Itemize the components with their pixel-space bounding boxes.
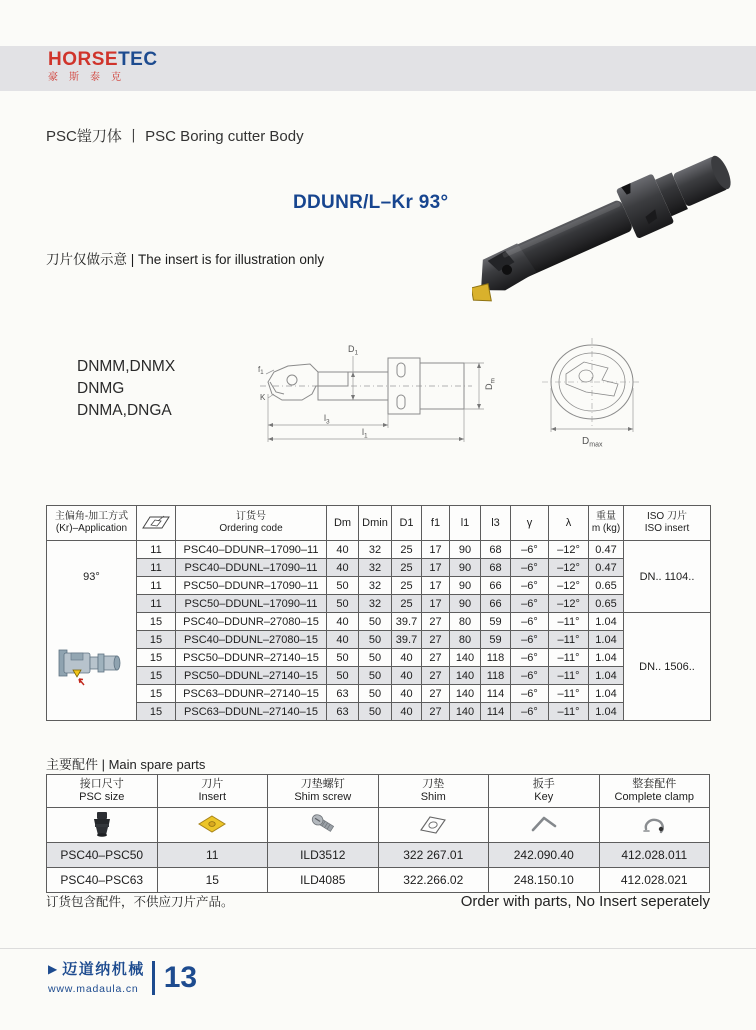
value-cell: 0.47 [589,559,624,577]
logo-text-red: HORSE [48,49,119,70]
value-cell: 0.65 [589,595,624,613]
ordering-code: PSC50–DDUNR–27140–15 [176,649,327,667]
footer-triangle-icon: ▶ [48,961,58,976]
logo-wordmark [48,50,158,70]
product-title: DDUNR/L–Kr 93° [293,192,449,213]
value-cell: 68 [481,559,511,577]
value-cell: 50 [359,613,392,631]
spare-parts-title: 主要配件 | Main spare parts [46,757,206,772]
value-cell: –6° [511,577,549,595]
value-cell: 63 [327,685,359,703]
ordering-code: PSC40–DDUNR–27080–15 [176,613,327,631]
value-cell: 15 [137,667,176,685]
value-cell: –6° [511,541,549,559]
value-cell: 27 [422,703,450,721]
value-cell: 50 [359,649,392,667]
value-cell: 50 [327,595,359,613]
insert-size-header [137,506,176,541]
value-cell: 66 [481,577,511,595]
shim-icon [416,812,450,836]
value-cell: 32 [359,541,392,559]
spare-parts-table [46,774,710,893]
logo-text-blue: TEC [118,49,158,70]
value-cell: 118 [481,667,511,685]
spare-header-insert: 刀片 Insert [157,775,268,808]
spare-value-cell: 412.028.011 [599,843,710,868]
value-cell: 59 [481,613,511,631]
order-note-zh: 订货包含配件，不供应刀片产品。 [46,895,234,909]
illustration-note: 刀片仅做示意 | The insert is for illustration only [46,252,325,267]
iso-insert-header: ISO 刀片 ISO insert [624,506,711,541]
value-cell: 25 [392,577,422,595]
application-angle: 93° [83,571,100,583]
col-header-l3: l3 [481,506,511,541]
shim-screw-icon [307,811,339,837]
spare-value-cell: ILD3512 [268,843,379,868]
value-cell: 15 [137,631,176,649]
spare-value-cell: 412.028.021 [599,868,710,893]
table-row [47,613,711,631]
value-cell: 40 [392,703,422,721]
value-cell: –12° [549,559,589,577]
value-cell: 140 [450,703,481,721]
main-table-body [47,541,711,721]
col-header-gamma: γ [511,506,549,541]
value-cell: 27 [422,631,450,649]
weight-header: 重量 m (kg) [589,506,624,541]
col-header-lambda: λ [549,506,589,541]
footer [48,958,197,997]
value-cell: –11° [549,613,589,631]
value-cell: 11 [137,559,176,577]
key-cell [489,808,600,843]
order-notes [46,892,710,910]
value-cell: 32 [359,595,392,613]
section-title: PSC镗刀体 丨 PSC Boring cutter Body [46,128,304,145]
ordering-code: PSC40–DDUNR–17090–11 [176,541,327,559]
table-row [47,559,711,577]
value-cell: 11 [137,595,176,613]
ordering-table-header-row [47,506,711,541]
value-cell: 11 [137,577,176,595]
ordering-code-header: 订货号 Ordering code [176,506,327,541]
ordering-code: PSC50–DDUNL–27140–15 [176,667,327,685]
spare-value-cell: PSC40–PSC63 [47,868,158,893]
logo-chinese-name: 豪斯泰克 [48,72,132,83]
value-cell: –6° [511,631,549,649]
key-icon [528,813,560,835]
insert-types-list [77,356,175,422]
value-cell: 25 [392,595,422,613]
footer-divider [0,948,756,949]
footer-brand-block [48,958,145,997]
value-cell: 40 [392,685,422,703]
value-cell: –6° [511,649,549,667]
table-row [47,649,711,667]
ordering-code: PSC40–DDUNL–27080–15 [176,631,327,649]
value-cell: 140 [450,649,481,667]
shim-screw-cell [268,808,379,843]
value-cell: 39.7 [392,613,422,631]
table-row [47,631,711,649]
value-cell: 0.65 [589,577,624,595]
value-cell: 140 [450,685,481,703]
value-cell: 66 [481,595,511,613]
value-cell: 90 [450,541,481,559]
dim-label-d1: $D_1$ [348,344,359,357]
value-cell: 17 [422,541,450,559]
value-cell: 1.04 [589,649,624,667]
value-cell: 1.04 [589,631,624,649]
table-row [47,685,711,703]
spare-value-cell: ILD4085 [268,868,379,893]
iso-insert-cell: DN.. 1506.. [624,613,711,721]
col-header-dm: Dm [327,506,359,541]
order-note-en: Order with parts, No Insert seperately [460,893,710,910]
spare-row [47,843,710,868]
spare-header-shim-screw: 刀垫螺钉 Shim screw [268,775,379,808]
ordering-code: PSC63–DDUNR–27140–15 [176,685,327,703]
value-cell: 40 [327,559,359,577]
value-cell: 17 [422,577,450,595]
value-cell: 80 [450,631,481,649]
spare-value-cell: PSC40–PSC50 [47,843,158,868]
table-row [47,577,711,595]
dim-label-l3: $l_3$ [324,413,330,426]
insert-type-line: DNMM,DNMX [77,358,176,375]
value-cell: 15 [137,649,176,667]
company-logo [48,50,158,85]
value-cell: 114 [481,685,511,703]
value-cell: 32 [359,577,392,595]
value-cell: –11° [549,631,589,649]
value-cell: 15 [137,703,176,721]
spare-value-cell: 11 [157,843,268,868]
value-cell: –6° [511,703,549,721]
value-cell: 140 [450,667,481,685]
dimension-drawing-side [258,336,504,450]
value-cell: 40 [327,631,359,649]
product-photo [472,128,752,304]
value-cell: –12° [549,541,589,559]
value-cell: 50 [327,577,359,595]
ordering-code: PSC50–DDUNR–17090–11 [176,577,327,595]
complete-clamp-cell [599,808,710,843]
value-cell: –6° [511,613,549,631]
ordering-table [46,505,711,721]
insert-icon [196,813,228,835]
value-cell: –6° [511,595,549,613]
ordering-code: PSC40–DDUNL–17090–11 [176,559,327,577]
spare-header-key: 扳手 Key [489,775,600,808]
value-cell: 118 [481,649,511,667]
value-cell: 50 [359,685,392,703]
dim-label-dmax: $D_{max}$ [582,436,603,449]
page-number: 13 [163,960,198,994]
value-cell: 1.04 [589,703,624,721]
ordering-code: PSC50–DDUNL–17090–11 [176,595,327,613]
spare-value-cell: 322 267.01 [378,843,489,868]
value-cell: 114 [481,703,511,721]
table-row [47,541,711,559]
spare-header-row [47,775,710,808]
value-cell: 1.04 [589,667,624,685]
table-row [47,667,711,685]
value-cell: 32 [359,559,392,577]
spare-header-complete-clamp: 整套配件 Complete clamp [599,775,710,808]
shim-cell [378,808,489,843]
value-cell: –11° [549,649,589,667]
value-cell: 40 [327,613,359,631]
value-cell: –6° [511,559,549,577]
value-cell: –6° [511,685,549,703]
value-cell: 63 [327,703,359,721]
dim-label-dm: $D_m$ [484,378,497,390]
value-cell: 25 [392,559,422,577]
application-cell [47,541,137,721]
footer-url[interactable]: www.madaula.cn [48,983,139,995]
value-cell: 17 [422,595,450,613]
application-icon-wrap [47,641,136,692]
value-cell: 90 [450,595,481,613]
application-tool-icon [56,641,128,689]
value-cell: 17 [422,559,450,577]
value-cell: 27 [422,667,450,685]
value-cell: 25 [392,541,422,559]
table-row [47,595,711,613]
col-header-l1: l1 [450,506,481,541]
value-cell: 90 [450,577,481,595]
ordering-code: PSC63–DDUNL–27140–15 [176,703,327,721]
value-cell: 50 [359,703,392,721]
insert-cell [157,808,268,843]
insert-type-line: DNMG [77,380,125,397]
value-cell: –12° [549,595,589,613]
psc-holder-icon [86,810,118,838]
value-cell: 90 [450,559,481,577]
value-cell: –12° [549,577,589,595]
value-cell: 50 [359,667,392,685]
dim-label-f1: $f_1$ [258,365,264,376]
spare-icon-row [47,808,710,843]
value-cell: 40 [392,667,422,685]
value-cell: 0.47 [589,541,624,559]
value-cell: 15 [137,613,176,631]
spare-value-cell: 248.150.10 [489,868,600,893]
spare-header-psc-size: 接口尺寸 PSC size [47,775,158,808]
value-cell: 15 [137,685,176,703]
value-cell: 40 [327,541,359,559]
value-cell: 50 [327,667,359,685]
value-cell: 40 [392,649,422,667]
spare-row [47,868,710,893]
spare-value-cell: 15 [157,868,268,893]
table-row [47,703,711,721]
col-header-f1: f1 [422,506,450,541]
header-band [0,46,756,91]
value-cell: –6° [511,667,549,685]
value-cell: 59 [481,631,511,649]
value-cell: 27 [422,649,450,667]
value-cell: 39.7 [392,631,422,649]
spare-header-shim: 刀垫 Shim [378,775,489,808]
spare-value-cell: 242.090.40 [489,843,600,868]
col-header-dmin: Dmin [359,506,392,541]
value-cell: 50 [359,631,392,649]
application-header: 主偏角-加工方式 (Kr)–Application [47,506,137,541]
footer-separator-bar [152,961,155,995]
insert-size-icon [140,513,172,531]
value-cell: –11° [549,703,589,721]
value-cell: 1.04 [589,685,624,703]
complete-clamp-icon [638,812,670,836]
value-cell: 27 [422,685,450,703]
footer-brand: 迈道纳机械 [62,961,145,978]
value-cell: 50 [327,649,359,667]
psc-holder-cell [47,808,158,843]
value-cell: 68 [481,541,511,559]
insert-type-line: DNMA,DNGA [77,402,172,419]
dim-label-k: K [260,393,266,402]
value-cell: –11° [549,685,589,703]
value-cell: 1.04 [589,613,624,631]
spare-table-body [47,843,710,893]
value-cell: 11 [137,541,176,559]
dimension-drawing-end [538,336,650,450]
value-cell: 27 [422,613,450,631]
dim-label-l1: $l_1$ [362,427,368,440]
iso-insert-cell: DN.. 1104.. [624,541,711,613]
value-cell: 80 [450,613,481,631]
value-cell: –11° [549,667,589,685]
spare-value-cell: 322.266.02 [378,868,489,893]
col-header-d1: D1 [392,506,422,541]
